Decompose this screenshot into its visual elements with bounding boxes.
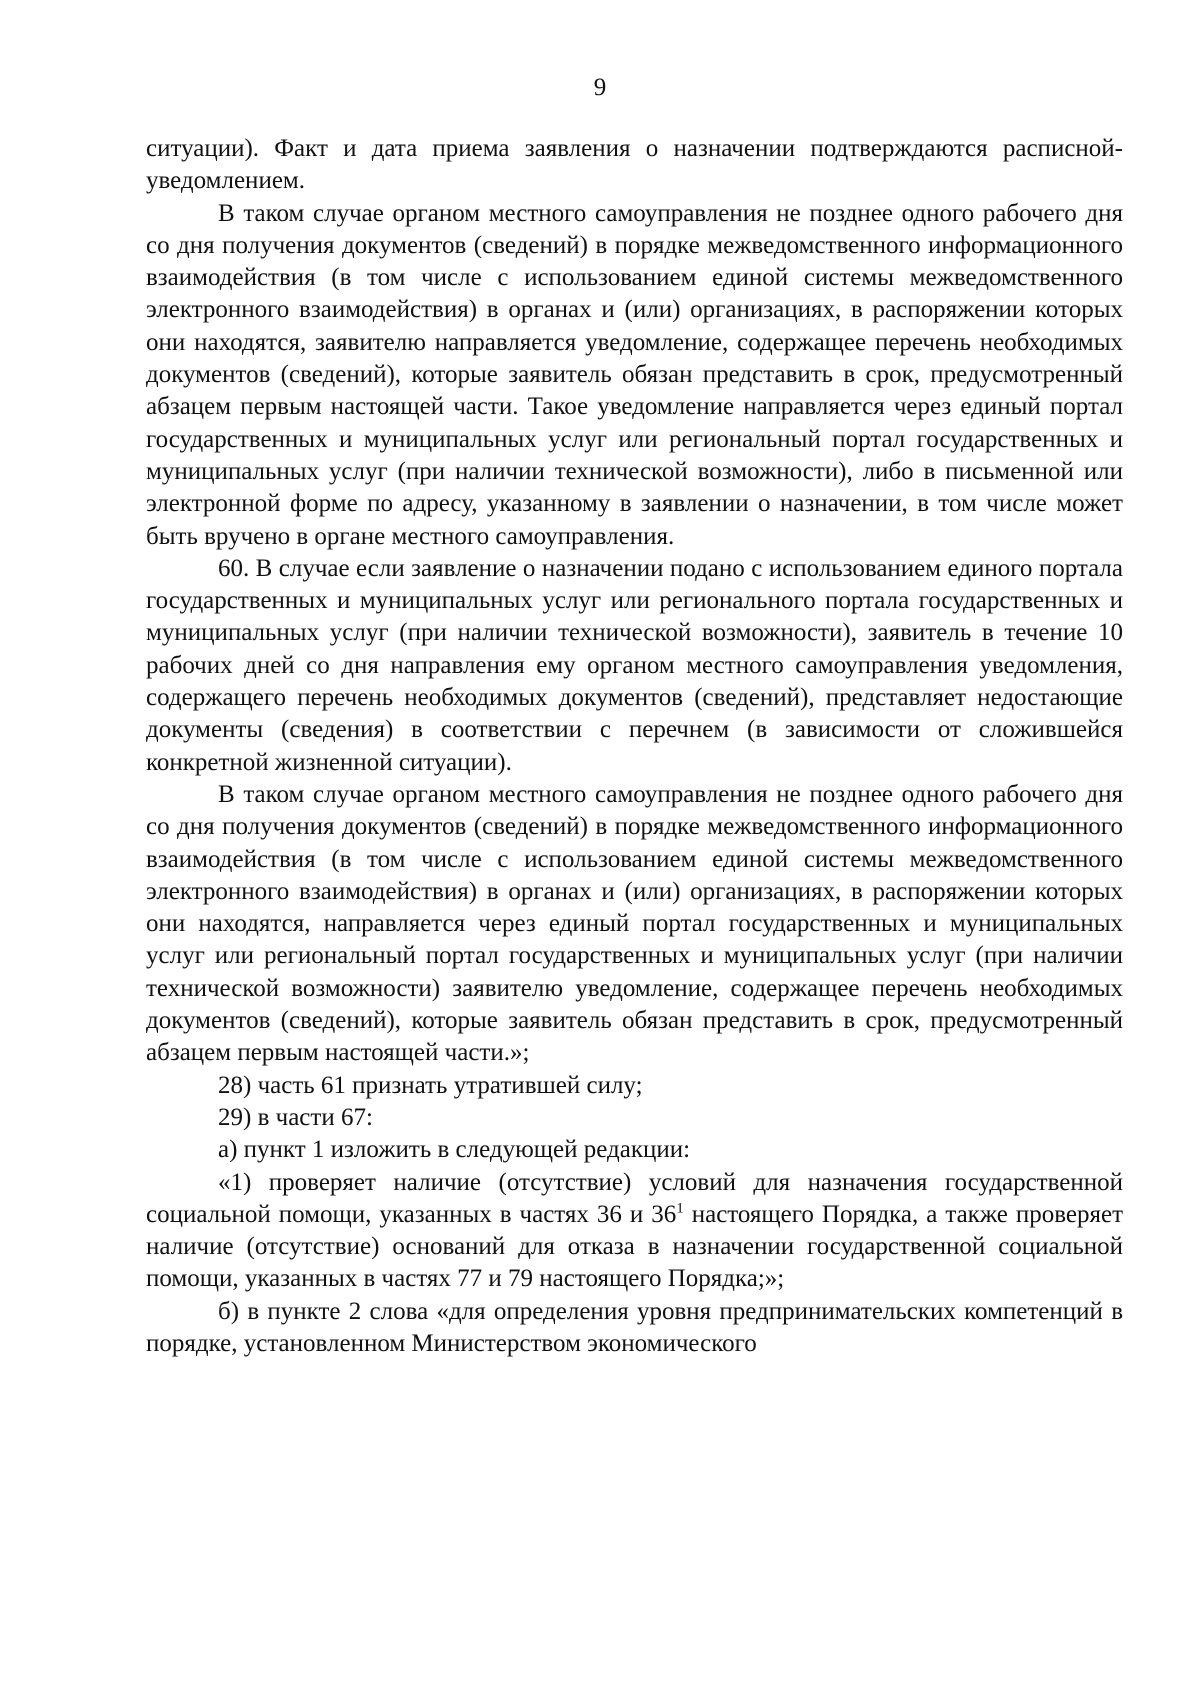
- paragraph-continuation: ситуации). Факт и дата приема заявления о назначении подтверждаются расписной-уведомлением.: [146, 135, 1123, 195]
- paragraph-subitem-a: а) пункт 1 изложить в следующей редакции:: [218, 1136, 691, 1164]
- paragraph-subitem-b: б) в пункте 2 слова «для определения уровня предпринимательских компетенций в порядке, установленном Министерством экономического: [146, 1297, 1123, 1357]
- paragraph-item-29: 29) в части 67:: [218, 1103, 373, 1131]
- paragraph-item-28: 28) часть 61 признать утратившей силу;: [218, 1071, 643, 1099]
- point-1-text-before: «1) проверяет наличие (отсутствие) условий для назначения государственной социальной помощи, указанных в частях 36 и 36: [146, 1168, 1123, 1228]
- document-body: [146, 133, 1123, 1360]
- paragraph-new-point-1: [146, 1167, 1123, 1296]
- paragraph-notification-terms: В таком случае органом местного самоуправления не позднее одного рабочего дня со дня получения документов (сведений) в порядке межведомственного информационного взаимодействия (в том числе с использованием единой системы межведомственного электронного взаимодействия) в органах и (или) организациях, в распоряжении которых они находятся, заявителю направляется уведомление, содержащее перечень необходимых документов (сведений), которые заявитель обязан представить в срок, предусмотренный абзацем первым настоящей части. Такое уведомление направляется через единый портал государственных и муниципальных услуг или региональный портал государственных и муниципальных услуг (при наличии технической возможности), либо в письменной или электронной форме по адресу, указанному в заявлении о назначении, в том числе может быть вручено в органе местного самоуправления.: [146, 199, 1123, 550]
- paragraph-part-60: 60. В случае если заявление о назначении подано с использованием единого портала государственных и муниципальных услуг или регионального портала государственных и муниципальных услуг (при наличии технической возможности), заявитель в течение 10 рабочих дней со дня направления ему органом местного самоуправления уведомления, содержащего перечень необходимых документов (сведений), представляет недостающие документы (сведения) в соответствии с перечнем (в зависимости от сложившейся конкретной жизненной ситуации).: [146, 554, 1123, 776]
- superscript-one: 1: [676, 1200, 684, 1217]
- page-number: 9: [593, 74, 607, 101]
- point-1-text-after: настоящего Порядка, а также проверяет наличие (отсутствие) оснований для отказа в назначении государственной социальной помощи, указанных в частях 77 и 79 настоящего Порядка;»;: [146, 1200, 1123, 1293]
- paragraph-notification-portal: В таком случае органом местного самоуправления не позднее одного рабочего дня со дня получения документов (сведений) в порядке межведомственного информационного взаимодействия (в том числе с использованием единой системы межведомственного электронного взаимодействия) в органах и (или) организациях, в распоряжении которых они находятся, направляется через единый портал государственных и муниципальных услуг или региональный портал государственных и муниципальных услуг (при наличии технической возможности) заявителю уведомление, содержащее перечень необходимых документов (сведений), которые заявитель обязан представить в срок, предусмотренный абзацем первым настоящей части.»;: [146, 780, 1123, 1067]
